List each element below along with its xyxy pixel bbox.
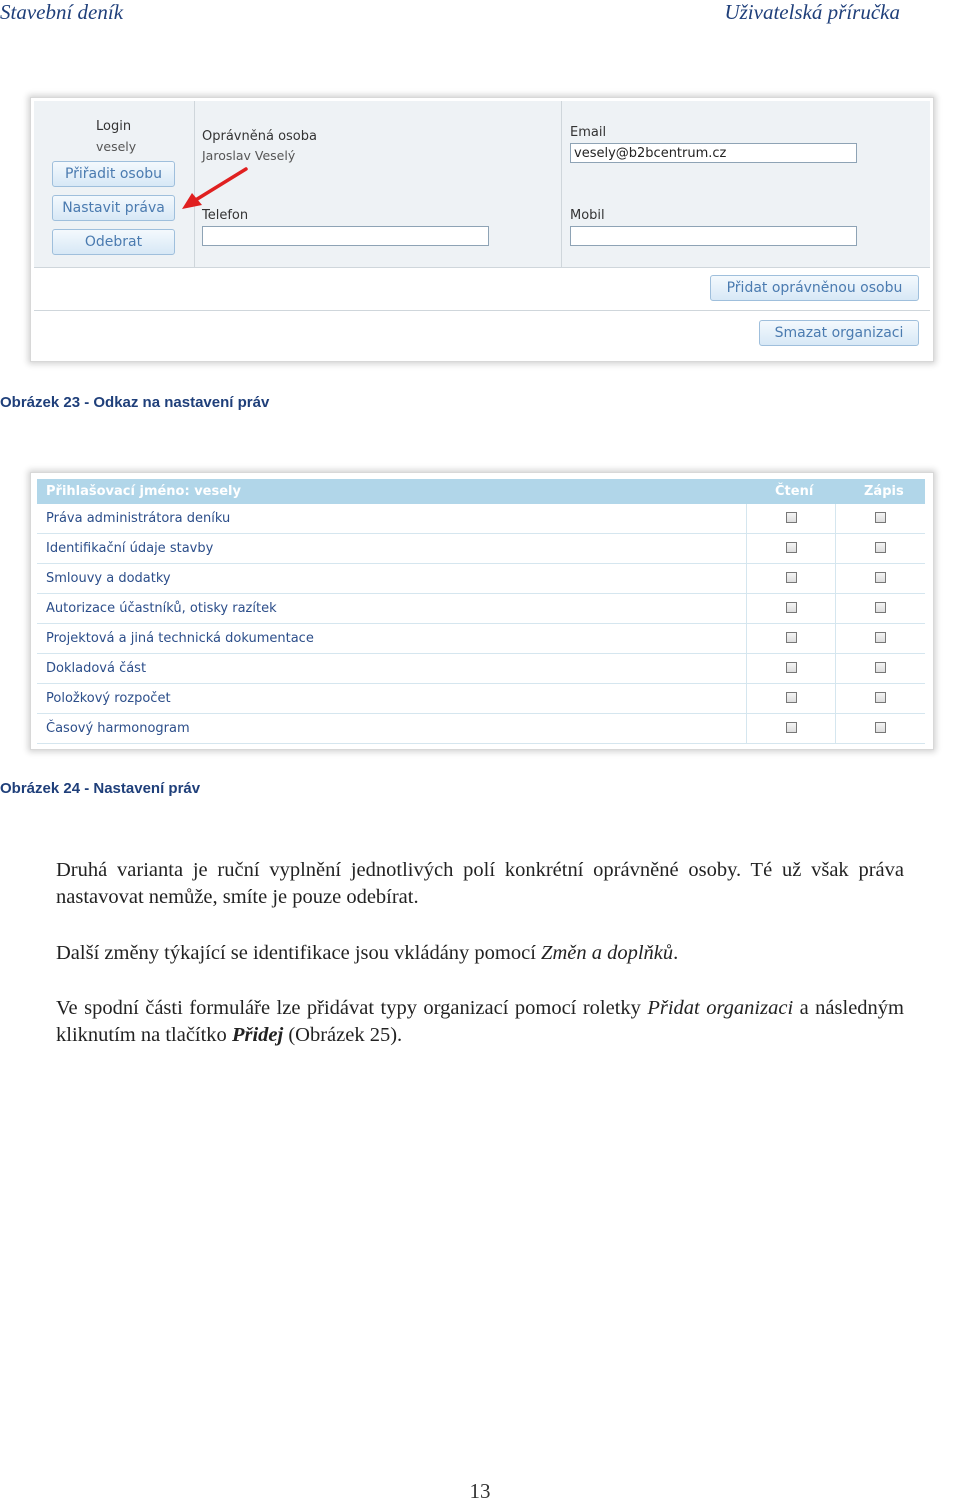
- read-checkbox[interactable]: [786, 572, 797, 583]
- rights-row-label: Položkový rozpočet: [46, 691, 171, 706]
- rights-table-header: [37, 479, 925, 504]
- column-divider: [746, 654, 747, 684]
- contact-column: [562, 101, 930, 267]
- table-row: [37, 714, 925, 744]
- column-divider: [746, 534, 747, 564]
- paragraph-2-italic: Změn a doplňků: [541, 942, 674, 964]
- read-checkbox[interactable]: [786, 722, 797, 733]
- column-divider: [746, 504, 747, 534]
- delete-organization-button[interactable]: Smazat organizaci: [759, 320, 919, 346]
- table-row: [37, 534, 925, 564]
- rights-row-label: Práva administrátora deníku: [46, 511, 231, 526]
- phone-label: Telefon: [202, 208, 249, 223]
- column-divider: [746, 684, 747, 714]
- set-rights-button[interactable]: Nastavit práva: [52, 195, 175, 221]
- table-row: [37, 654, 925, 684]
- paragraph-3: [56, 995, 904, 1049]
- write-checkbox[interactable]: [875, 572, 886, 583]
- paragraph-3-bold-italic: Přidej: [231, 1024, 284, 1046]
- remove-button[interactable]: Odebrat: [52, 229, 175, 255]
- email-label: Email: [570, 125, 607, 140]
- read-checkbox[interactable]: [786, 692, 797, 703]
- column-divider: [746, 624, 747, 654]
- person-form-panel: [34, 101, 930, 268]
- read-checkbox[interactable]: [786, 512, 797, 523]
- read-column-header: Čtení: [775, 484, 814, 499]
- column-divider: [835, 684, 836, 714]
- table-row: [37, 504, 925, 534]
- figure-24-caption: Obrázek 24 - Nastavení práv: [0, 780, 201, 797]
- paragraph-3-end: (Obrázek 25).: [283, 1024, 403, 1046]
- column-divider: [746, 564, 747, 594]
- figure-24-screenshot: [30, 472, 934, 750]
- red-arrow-icon: [174, 165, 254, 215]
- rights-row-label: Časový harmonogram: [46, 721, 190, 736]
- page-number: 13: [469, 1479, 491, 1503]
- column-divider: [746, 714, 747, 744]
- read-checkbox[interactable]: [786, 542, 797, 553]
- header-title-left: Stavební deník: [0, 0, 124, 24]
- login-value: vesely: [96, 139, 137, 154]
- paragraph-2-text: Další změny týkající se identifikace jsou vkládány pomocí: [56, 942, 542, 964]
- rights-row-label: Smlouvy a dodatky: [46, 571, 171, 586]
- write-checkbox[interactable]: [875, 632, 886, 643]
- header-title-right: Uživatelská příručka: [724, 0, 900, 24]
- email-field[interactable]: vesely@b2bcentrum.cz: [570, 143, 857, 163]
- rights-row-label: Autorizace účastníků, otisky razítek: [46, 601, 277, 616]
- mobile-field[interactable]: [570, 226, 857, 246]
- read-checkbox[interactable]: [786, 662, 797, 673]
- read-checkbox[interactable]: [786, 632, 797, 643]
- rights-table: [37, 479, 925, 744]
- column-divider: [835, 624, 836, 654]
- add-authorized-person-button[interactable]: Přidat oprávněnou osobu: [710, 275, 919, 301]
- paragraph-1: Druhá varianta je ruční vyplnění jednotlivých polí konkrétní oprávněné osoby. Té už však práva nastavovat nemůže, smíte je pouze odebírat.: [56, 859, 904, 908]
- authorized-person-value: Jaroslav Veselý: [202, 148, 296, 163]
- column-divider: [835, 714, 836, 744]
- paragraph-3-italic: Přidat organizaci: [647, 997, 794, 1019]
- assign-person-button[interactable]: Přiřadit osobu: [52, 161, 175, 187]
- write-checkbox[interactable]: [875, 692, 886, 703]
- table-row: [37, 564, 925, 594]
- write-checkbox[interactable]: [875, 602, 886, 613]
- login-column: [34, 101, 195, 267]
- write-checkbox[interactable]: [875, 542, 886, 553]
- write-checkbox[interactable]: [875, 722, 886, 733]
- figure-23-screenshot: [30, 97, 934, 362]
- figure-23-caption: Obrázek 23 - Odkaz na nastavení práv: [0, 394, 270, 411]
- read-checkbox[interactable]: [786, 602, 797, 613]
- login-name-header: Přihlašovací jméno: vesely: [46, 484, 241, 499]
- write-checkbox[interactable]: [875, 662, 886, 673]
- paragraph-3-mid: a následným kliknutím na tlačítko: [56, 997, 904, 1046]
- login-label: Login: [96, 119, 132, 134]
- add-person-row: [34, 268, 930, 311]
- column-divider: [835, 504, 836, 534]
- rights-row-label: Identifikační údaje stavby: [46, 541, 214, 556]
- authorized-person-label: Oprávněná osoba: [202, 129, 317, 144]
- write-checkbox[interactable]: [875, 512, 886, 523]
- column-divider: [835, 654, 836, 684]
- phone-field[interactable]: [202, 226, 489, 246]
- table-row: [37, 684, 925, 714]
- delete-organization-row: [34, 311, 930, 357]
- column-divider: [835, 594, 836, 624]
- rights-row-label: Projektová a jiná technická dokumentace: [46, 631, 314, 646]
- paragraph-3-text: Ve spodní části formuláře lze přidávat typy organizací pomocí roletky: [56, 997, 648, 1019]
- paragraph-2: [56, 940, 904, 967]
- rights-row-label: Dokladová část: [46, 661, 147, 676]
- paragraph-2-end: .: [673, 942, 679, 964]
- column-divider: [835, 534, 836, 564]
- column-divider: [835, 564, 836, 594]
- column-divider: [746, 594, 747, 624]
- write-column-header: Zápis: [864, 484, 904, 499]
- mobile-label: Mobil: [570, 208, 605, 223]
- table-row: [37, 624, 925, 654]
- table-row: [37, 594, 925, 624]
